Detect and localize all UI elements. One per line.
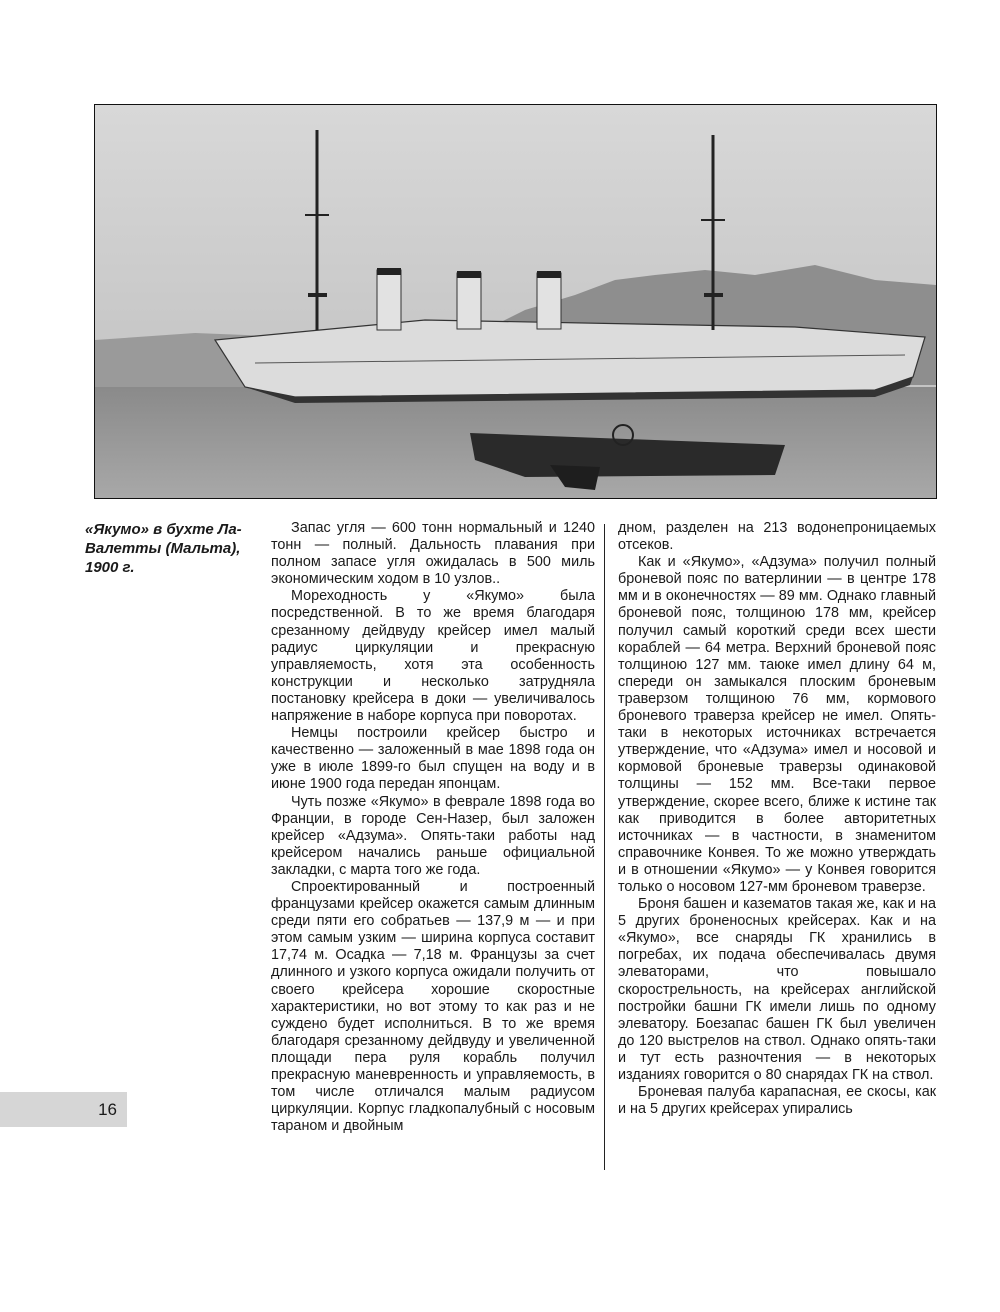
text-column-left bbox=[271, 520, 595, 1135]
paragraph: Немцы построили крейсер быстро и качественно — заложенный в мае 1898 года он уже в июле 1899-го был спущен на воду и в июне 1900 года передан японцам. bbox=[271, 725, 595, 793]
paragraph: Броня башен и казематов такая же, как и на 5 других броненосных крейсерах. Как и на «Якумо», все снаряды ГК хранились в погребах, их подача обеспечивалась двумя элеваторами, что повышало скорострельность, на крейсерах английской постройки башни ГК имели лишь по одному элеватору. Боезапас башен ГК был увеличен до 120 выстрелов на ствол. Однако опять-таки и тут есть разночтения — в некоторых изданиях говорится о 80 снарядах ГК на ствол. bbox=[618, 896, 936, 1083]
photo-caption: «Якумо» в бухте Ла-Валетты (Мальта), 1900 г. bbox=[85, 521, 242, 576]
ship-photo bbox=[94, 104, 937, 499]
cruiser-yakumo-photo bbox=[95, 105, 936, 498]
paragraph: Запас угля — 600 тонн нормальный и 1240 тонн — полный. Дальность плавания при полном запасе угля ожидалась в 500 миль экономическим ходом в 10 узлов.. bbox=[271, 520, 595, 588]
paragraph: Спроектированный и построенный французами крейсер окажется самым длинным среди пяти его собратьев — 137,9 м — и при этом самым узким — ширина корпуса составит 17,74 м. Осадка — 7,18 м. Французы за счет длинного и узкого корпуса ожидали получить от своего крейсера хорошие скоростные характеристики, но вот этому то как раз и не суждено будет исполниться. В то же время благодаря срезанному дейдвуду и увеличенной площади пера руля корабль получил прекрасную маневренность и управляемость, в том числе отличался малым радиусом циркуляции. Корпус гладкопалубный с носовым тараном и двойным bbox=[271, 878, 595, 1135]
text-column-right bbox=[618, 520, 936, 1118]
paragraph: Как и «Якумо», «Адзума» получил полный броневой пояс по ватерлинии — в центре 178 мм и в оконечностях — 89 мм. Однако главный броневой пояс, толщиною 178 мм, крейсер получил самый короткий среди всех шести кораблей — 64 метра. Верхний броневой пояс толщиною 127 мм. таюке имел длину 64 м, спереди он замыкался плоским броневым траверзом толщиною 76 мм, кормового броневого траверза крейсер не имел. Опять-таки в некоторых источниках встречается утверждение, что «Адзума» имел и носовой и кормовой броневые траверзы одинаковой толщины — 152 мм. Все-таки первое утверждение, скорее всего, ближе к истине так как приводится в более авторитетных источниках — в частности, в знаменитом справочнике Конвея. То же можно утверждать и в отношении «Якумо» — у Конвея говорится только о носовом 127-мм броневом траверзе. bbox=[618, 554, 936, 895]
paragraph: Мореходность у «Якумо» была посредственной. В то же время благодаря срезанному дейдвуду крейсер имел малый радиус циркуляции и прекрасную управляемость, хотя эта особенность конструкции и несколько затрудняла постановку крейсера в доки — увеличивалось напряжение в наборе корпуса при поворотах. bbox=[271, 588, 595, 725]
column-divider bbox=[604, 524, 605, 1170]
paragraph: Чуть позже «Якумо» в феврале 1898 года во Франции, в городе Сен-Назер, был заложен крейсер «Адзума». Опять-таки работы над крейсером начались раньше официальной закладки, с марта того же года. bbox=[271, 793, 595, 878]
paragraph-continuation: дном, разделен на 213 водонепроницаемых отсеков. bbox=[618, 520, 936, 554]
page-number: 16 bbox=[0, 1092, 127, 1127]
paragraph: Броневая палуба карапасная, ее скосы, как и на 5 других крейсерах упирались bbox=[618, 1084, 936, 1118]
